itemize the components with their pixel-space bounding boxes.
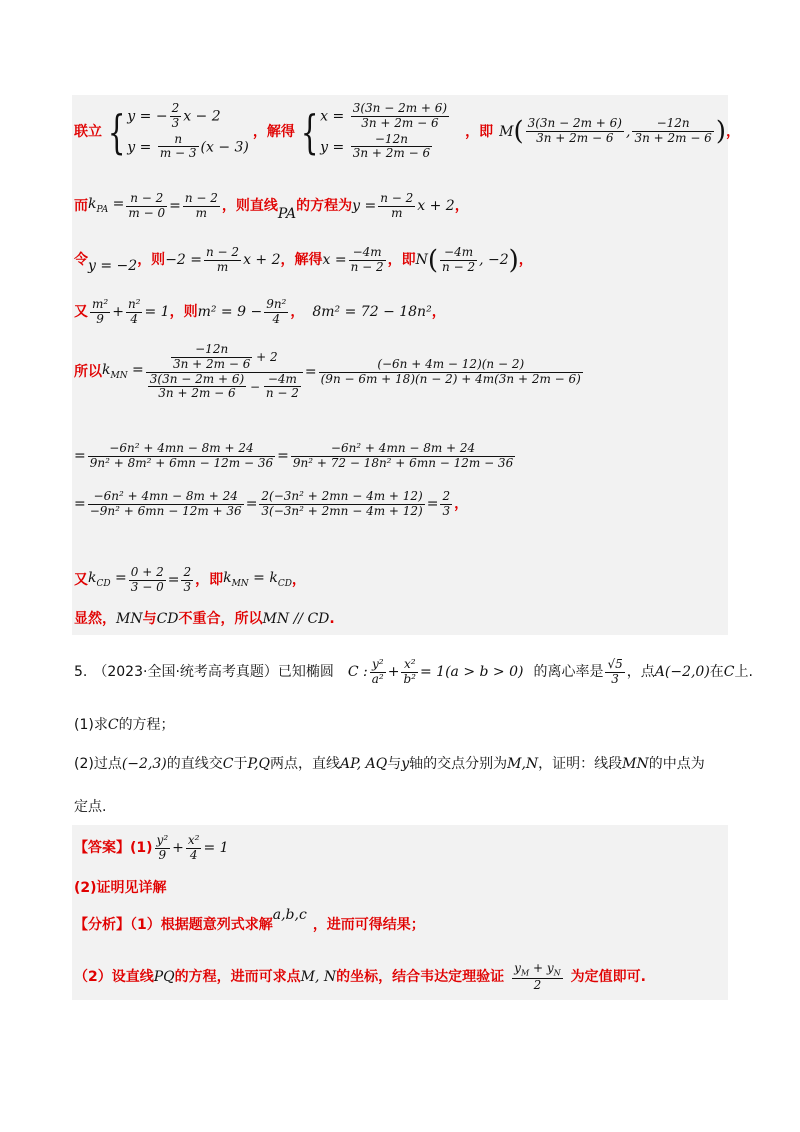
solution-system: x = $\frac{3(3n - 2m + 6)}{3n + 2m - 6}$ y = $\frac{-12n}{3n + 2m - 6}$ xyxy=(320,101,448,161)
answer-label: 【答案】(1) xyxy=(74,840,153,857)
answer-line-1: 【答案】(1) $\frac{\text{y²}}{9}$ + $\frac{\text{x²}}{4}$ = 1 xyxy=(74,833,229,862)
text-lianli: 联立 xyxy=(74,123,102,140)
solution-line-4: 又 $\frac{\text{m²}}{9}$ + $\frac{\text{n²}}{4}$ = 1，则m² = 9 − $\frac{\text{9n²}}{4}$ ， 8m² = 72 − 18n²， xyxy=(74,297,446,326)
analysis-line-1: 【分析】（1）根据题意列式求解a,b,c，进而可得结果； xyxy=(74,907,425,933)
solution-line-1: 联立 { y = − $\frac{2}{3}$ x − 2 y = $\frac{n}{m - 3}$ (x − 3) ，解得 { x = $\frac{3(3n - 2m + 6)}{3n + 2m - 6}$ y = $\frac{-12n}{3n + 2m - 6}$ ，即 M( $\frac{3(3n - 2m + 6)}{3n + 2m - 6}$ , $\frac{-12n}{3n + 2m - 6}$ )， xyxy=(74,100,740,163)
problem-5-statement: 5. （2023·全国·统考高考真题）已知椭圆 C : $\frac{\text{y²}}{\text{a²}}$ + $\frac{\text{x²}}{\text{b²}}$ = 1(a > b > 0) 的离心率是 $\frac{√5}{3}$ ，点A(−2,0)在C上. xyxy=(74,657,753,686)
problem-number: 5. xyxy=(74,664,88,681)
question-1: (1)求C的方程； xyxy=(74,717,175,733)
problem-source: （2023·全国·统考高考真题）已知椭圆 xyxy=(93,664,334,681)
m-y-coord: $\frac{-12n}{3n + 2m - 6}$ xyxy=(634,116,712,146)
text-jiede: ，解得 xyxy=(252,123,295,140)
slope-cd: $k_{CD}$ = xyxy=(88,570,127,590)
solution-brace: { xyxy=(300,104,319,159)
solution-line-3: 令y = −2，则−2 = $\frac{n - 2}{m}$ x + 2，解得x = $\frac{-4m}{n - 2}$ ，即N( $\frac{-4m}{n - 2}$ , −2)， xyxy=(74,245,533,276)
question-2: (2)过点(−2,3)的直线交C于P,Q两点，直线AP, AQ与y轴的交点分别为M,N，证明：线段MN的中点为 xyxy=(74,756,705,772)
solution-line-9: 又$k_{CD}$ = $\frac{0 + 2}{3 - 0}$ = $\frac{2}{3}$ ，即$k_{MN} = k_{CD}$， xyxy=(74,565,306,594)
solution-line-10: 显然，MN与CD不重合，所以MN // CD. xyxy=(74,611,335,627)
slope-pa: $k_{PA}$ = xyxy=(88,196,125,216)
point-n: N xyxy=(415,252,428,269)
answer-line-2: (2)证明见详解 xyxy=(74,880,167,896)
solution-line-2: 而$k_{PA}$ = $\frac{n - 2}{m - 0}$ = $\frac{n - 2}{m}$ ，则直线PA的方程为y = $\frac{n - 2}{m}$ x + 2， xyxy=(74,191,469,223)
solution-line-6: = $\frac{\text{−6n² + 4mn − 8m + 24}}{\text{9n² + 8m² + 6mn − 12m − 36}}$ = $\frac{\text{−6n² + 4mn − 8m + 24}}{\text{9n² + 72 − 18n² + 6mn − 12m − 36}}$ xyxy=(74,441,514,470)
solution-line-5: 所以$k_{MN}$ = $\frac{-12n}{3n + 2m - 6}$ + 2 $\frac{3(3n - 2m + 6)}{3n + 2m - 6}$ − $\frac{-4m}{n - 2}$ = $\frac{(-6n + 4m - 12)(n - 2)}{(9n - 6m + 18)(n - 2) + 4m(3n + 2m - 6)}$ xyxy=(74,342,581,401)
text-ji: ，即 xyxy=(465,123,494,140)
analysis-line-2: （2）设直线PQ的方程，进而可求点M, N的坐标，结合韦达定理验证 $\frac{y_M + y_N}{2}$ 为定值即可. xyxy=(74,961,646,992)
equation-system: y = − $\frac{2}{3}$ x − 2 y = $\frac{n}{m - 3}$ (x − 3) xyxy=(127,101,249,161)
solution-line-7: = $\frac{\text{−6n² + 4mn − 8m + 24}}{\text{−9n² + 6mn − 12m + 36}}$ = $\frac{\text{2(−3n² + 2mn − 4m + 12)}}{\text{3(−3n² + 2mn − 4m + 12)}}$ = $\frac{2}{3}$ ， xyxy=(74,489,469,518)
m-x-coord: $\frac{3(3n - 2m + 6)}{3n + 2m - 6}$ xyxy=(527,116,622,146)
question-2-continued: 定点. xyxy=(74,799,107,815)
analysis-label: 【分析】（1）根据题意列式求解 xyxy=(74,917,273,933)
system-brace: { xyxy=(107,104,126,159)
kmn-compound-fraction: $\frac{-12n}{3n + 2m - 6}$ + 2 $\frac{3(3n - 2m + 6)}{3n + 2m - 6}$ − $\frac{-4m}{n - 2}$ xyxy=(146,343,303,401)
slope-mn: $k_{MN}$ = xyxy=(102,362,144,381)
point-m: M xyxy=(499,123,514,140)
